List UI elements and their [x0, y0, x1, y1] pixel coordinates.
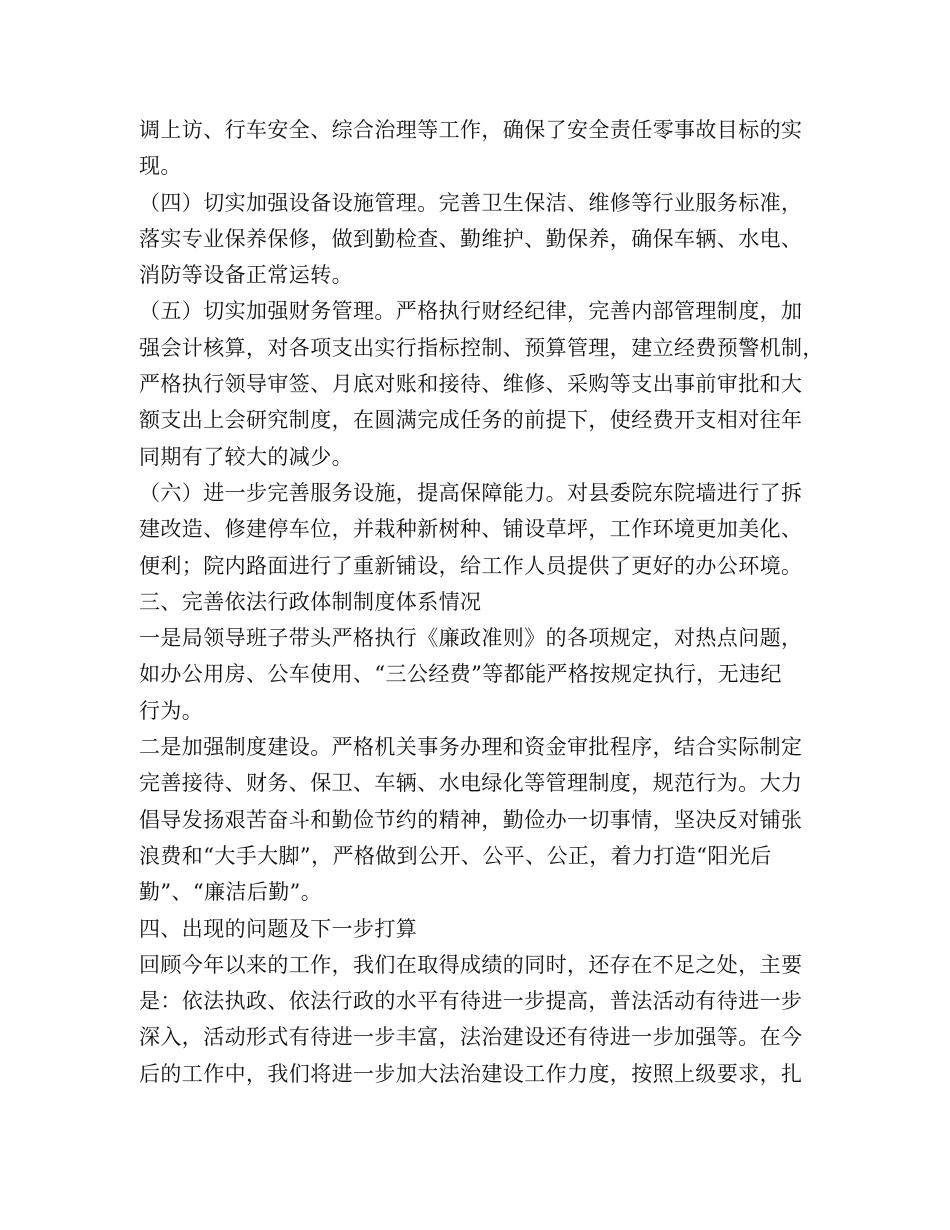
text-line: 完善接待、财务、保卫、车辆、水电绿化等管理制度，规范行为。大力 [139, 771, 803, 796]
text-line: 回顾今年以来的工作，我们在取得成绩的同时，还存在不足之处，主要 [139, 952, 803, 977]
text-line: 强会计核算，对各项支出实行指标控制、预算管理，建立经费预警机制， [139, 335, 824, 360]
text-line: 消防等设备正常运转。 [139, 263, 353, 288]
text-line: 倡导发扬艰苦奋斗和勤俭节约的精神，勤俭办一切事情，坚决反对铺张 [139, 807, 803, 832]
text-line: （五）切实加强财务管理。严格执行财经纪律，完善内部管理制度，加 [139, 299, 803, 324]
text-line: 建改造、修建停车位，并栽种新树种、铺设草坪，工作环境更加美化、 [139, 517, 803, 542]
text-line: （六）进一步完善服务设施，提高保障能力。对县委院东院墙进行了拆 [139, 480, 803, 505]
text-line: 落实专业保养保修，做到勤检查、勤维护、勤保养，确保车辆、水电、 [139, 226, 803, 251]
text-line: 便利；院内路面进行了重新铺设，给工作人员提供了更好的办公环境。 [139, 553, 803, 578]
text-line: 勤”、“廉洁后勤”。 [139, 880, 323, 905]
text-line: 后的工作中，我们将进一步加大法治建设工作力度，按照上级要求，扎 [139, 1061, 803, 1086]
text-line: 浪费和“大手大脚”，严格做到公开、公平、公正，着力打造“阳光后 [139, 843, 772, 868]
text-line: （四）切实加强设备设施管理。完善卫生保洁、维修等行业服务标准， [139, 190, 803, 215]
text-line: 同期有了较大的减少。 [139, 444, 353, 469]
text-line: 深入，活动形式有待进一步丰富，法治建设还有待进一步加强等。在今 [139, 1025, 803, 1050]
text-line: 调上访、行车安全、综合治理等工作，确保了安全责任零事故目标的实 [139, 118, 803, 142]
text-line: 如办公用房、公车使用、“三公经费”等都能严格按规定执行，无违纪 [139, 662, 782, 687]
text-line: 行为。 [139, 698, 204, 723]
text-line: 严格执行领导审签、月底对账和接待、维修、采购等支出事前审批和大 [139, 372, 803, 397]
document-body [139, 112, 829, 1092]
text-line: 是：依法执政、依法行政的水平有待进一步提高，普法活动有待进一步 [139, 989, 803, 1014]
text-line: 二是加强制度建设。严格机关事务办理和资金审批程序，结合实际制定 [139, 735, 803, 760]
section-heading: 四、出现的问题及下一步打算 [139, 916, 418, 941]
text-line: 一是局领导班子带头严格执行《廉政准则》的各项规定，对热点问题， [139, 626, 803, 651]
text-line: 现。 [139, 154, 182, 179]
section-heading: 三、完善依法行政体制制度体系情况 [139, 589, 482, 614]
text-line: 额支出上会研究制度，在圆满完成任务的前提下，使经费开支相对往年 [139, 408, 803, 433]
